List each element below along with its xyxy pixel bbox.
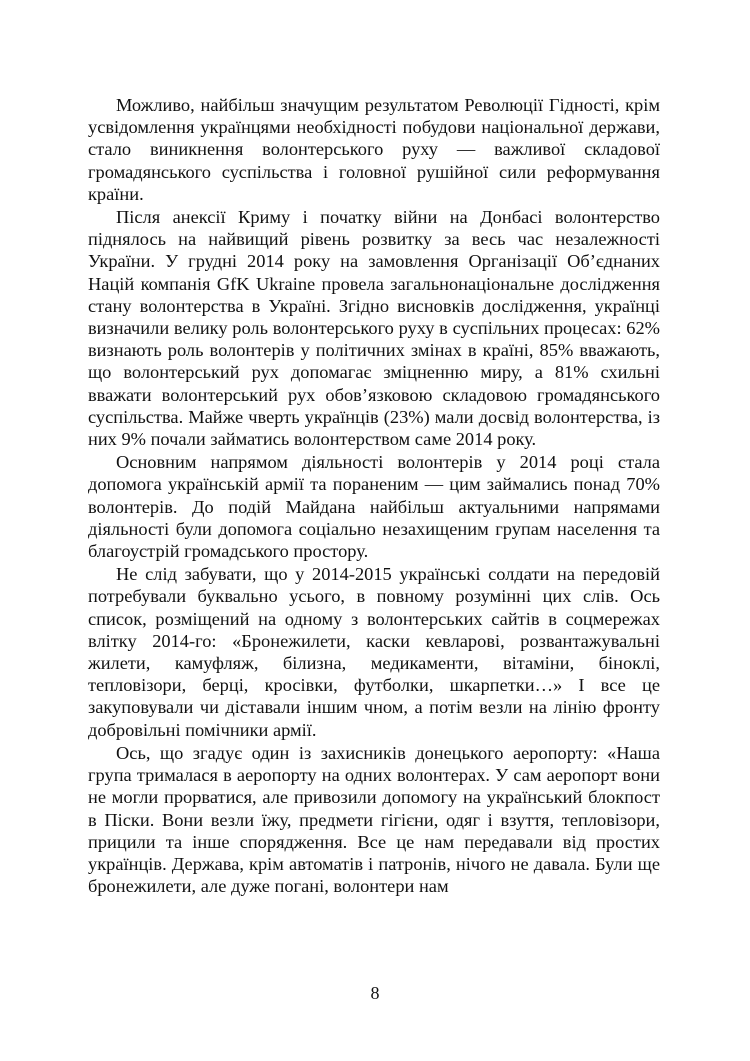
paragraph-3: Основним напрямом діяльності волонтерів у 2014 році стала допомога українській армії та пораненим — цим займались понад 70% волонтерів. До подій Майдана найбільш актуальними напрямами діяльності були допомога соціально незахищеним групам населення та благоустрій громадського простору. [88,452,660,562]
paragraph-5: Ось, що згадує один із захисників донецького аеропорту: «Наша група трималася в аеропорту на одних волонтерах. У сам аеропорт вони не могли прорватися, але привозили допомогу на український блокпост в Піски. Вони везли їжу, предмети гігієни, одяг і взуття, тепловізори, прицили та інше спорядження. Все це нам передавали від простих українців. Держава, крім автоматів і патронів, нічого не давала. Були ще бронежилети, але дуже погані, волонтери нам [88,742,660,897]
paragraph-2: Після анексії Криму і початку війни на Донбасі волонтерство піднялось на найвищий рівень розвитку за весь час незалежності України. У грудні 2014 року на замовлення Організації Об’єднаних Націй компанія GfK Ukraine провела загальнонаціональне дослідження стану волонтерства в Україні. Згідно висновків дослідження, українці визначили велику роль волонтерського руху в суспільних процесах: 62% визнають роль волонтерів у політичних змінах в країні, 85% вважають, що волонтерський рух допомагає зміцненню миру, а 81% схильні вважати волонтерський рух обов’язковою складовою громадянського суспільства. Майже чверть українців (23%) мали досвід волонтерства, із них 9% почали займатись волонтерством саме 2014 року. [88,207,660,450]
body-text [88,94,660,898]
page-number: 8 [370,983,380,1003]
paragraph-4: Не слід забувати, що у 2014-2015 українські солдати на передовій потребували буквально усього, в повному розумінні цих слів. Ось список, розміщений на одному з волонтерських сайтів в соцмережах влітку 2014-го: «Бронежилети, каски кевларові, розвантажувальні жилети, камуфляж, білизна, медикаменти, вітаміни, біноклі, тепловізори, берці, кросівки, футболки, шкарпетки…» І все це закуповували чи діставали іншим чном, а потім везли на лінію фронту добровільні помічники армії. [88,564,660,740]
paragraph-1: Можливо, найбільш значущим результатом Революції Гідності, крім усвідомлення українцями необхідності побудови національної держави, стало виникнення волонтерського руху — важливої складової громадянського суспільства і головної рушійної сили реформування країни. [88,95,660,204]
